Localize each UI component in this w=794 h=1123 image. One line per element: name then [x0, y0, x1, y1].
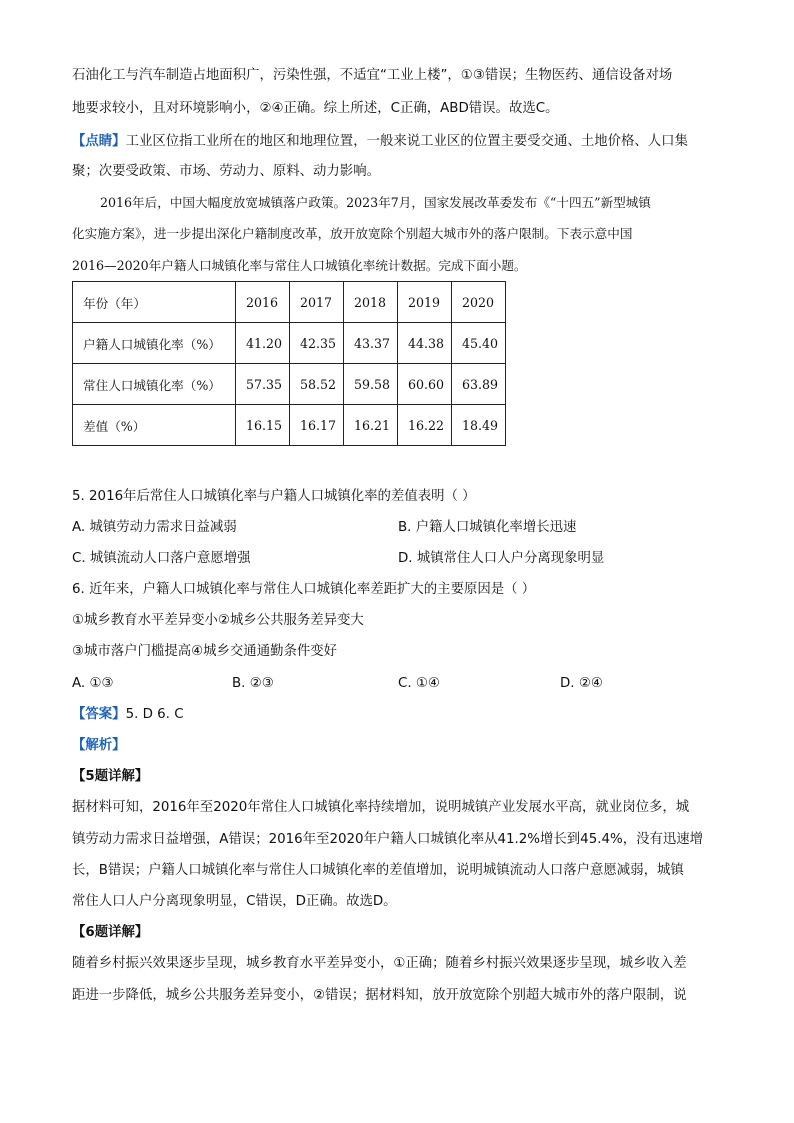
- question-6-statements: ③城市落户门槛提高④城乡交通通勤条件变好: [72, 644, 338, 659]
- text-line: 常住人口人户分离现象明显，C错误，D正确。故选D。: [72, 894, 397, 909]
- table-cell: 41.20: [236, 323, 290, 364]
- question-6-options-row: [72, 668, 724, 699]
- material-line: 2016年后，中国大幅度放宽城镇落户政策。2023年7月，国家发展改革委发布《“十四五”新型城镇: [100, 195, 651, 210]
- question-5-options-row: [72, 543, 724, 574]
- table-cell: 2018: [344, 282, 398, 323]
- option-b: B. ②③: [232, 676, 274, 691]
- material-line: 化实施方案》，进一步提出深化户籍制度改革，放开放宽除个别超大城市外的落户限制。下表示意中国: [72, 226, 633, 241]
- option-d: D. 城镇常住人口人户分离现象明显: [398, 551, 605, 566]
- detail-6-heading: 【6题详解】: [72, 925, 149, 940]
- table-cell: 58.52: [290, 364, 344, 405]
- table-cell: 44.38: [398, 323, 452, 364]
- table-cell: 16.22: [398, 405, 452, 446]
- table-row: [73, 323, 506, 364]
- question-5-options-row: [72, 512, 724, 543]
- table-cell: 年份（年）: [73, 282, 236, 323]
- option-a: A. ①③: [72, 676, 114, 691]
- dianjing-tag: 【点睛】: [72, 134, 126, 149]
- table-cell: 59.58: [344, 364, 398, 405]
- table-cell: 常住人口城镇化率（%）: [73, 364, 236, 405]
- answer-text: 5. D 6. C: [125, 707, 184, 722]
- text-line: 据材料可知，2016年至2020年常住人口城镇化率持续增加，说明城镇产业发展水平高，就业岗位多，城: [72, 800, 690, 815]
- option-c: C. 城镇流动人口落户意愿增强: [72, 551, 251, 566]
- text-line: 工业区位指工业所在的地区和地理位置，一般来说工业区的位置主要受交通、土地价格、人口集: [125, 134, 688, 149]
- answer-line: [72, 699, 724, 730]
- urbanization-table: [72, 281, 506, 446]
- text-line: 距进一步降低，城乡公共服务差异变小，②错误；据材料知，放开放宽除个别超大城市外的落户限制，说: [72, 988, 687, 1003]
- table-cell: 户籍人口城镇化率（%）: [73, 323, 236, 364]
- answer-tag: 【答案】: [72, 707, 126, 722]
- table-cell: 63.89: [452, 364, 506, 405]
- option-a: A. 城镇劳动力需求日益减弱: [72, 520, 237, 535]
- table-cell: 2020: [452, 282, 506, 323]
- table-cell: 57.35: [236, 364, 290, 405]
- table-cell: 45.40: [452, 323, 506, 364]
- table-row: [73, 364, 506, 405]
- table-cell: 2016: [236, 282, 290, 323]
- text-line: 石油化工与汽车制造占地面积广，污染性强，不适宜“工业上楼”，①③错误；生物医药、通信设备对场: [72, 68, 673, 83]
- analysis-heading: 【解析】: [72, 738, 126, 753]
- question-6-statements: ①城乡教育水平差异变小②城乡公共服务差异变大: [72, 613, 364, 628]
- table-row: [73, 405, 506, 446]
- question-6-stem: 6. 近年来，户籍人口城镇化率与常住人口城镇化率差距扩大的主要原因是（ ）: [72, 582, 536, 597]
- table-cell: 2017: [290, 282, 344, 323]
- text-line: 聚；次要受政策、市场、劳动力、原料、动力影响。: [72, 164, 380, 179]
- option-b: B. 户籍人口城镇化率增长迅速: [398, 520, 577, 535]
- question-5-stem: 5. 2016年后常住人口城镇化率与户籍人口城镇化率的差值表明（ ）: [72, 489, 476, 504]
- dianjing-paragraph: [72, 126, 724, 157]
- table-cell: 60.60: [398, 364, 452, 405]
- detail-5-heading: 【5题详解】: [72, 769, 149, 784]
- table-cell: 16.21: [344, 405, 398, 446]
- text-line: 地要求较小，且对环境影响小，②④正确。综上所述，C正确，ABD错误。故选C。: [72, 101, 559, 116]
- option-d: D. ②④: [560, 676, 603, 691]
- table-cell: 2019: [398, 282, 452, 323]
- material-line: 2016—2020年户籍人口城镇化率与常住人口城镇化率统计数据。完成下面小题。: [72, 258, 527, 273]
- text-line: 长，B错误；户籍人口城镇化率与常住人口城镇化率的差值增加，说明城镇流动人口落户意愿减弱，城镇: [72, 863, 684, 878]
- option-c: C. ①④: [398, 676, 440, 691]
- text-line: 镇劳动力需求日益增强，A错误；2016年至2020年户籍人口城镇化率从41.2%增长到45.4%，没有迅速增: [72, 832, 704, 847]
- table-cell: 42.35: [290, 323, 344, 364]
- table-cell: 16.17: [290, 405, 344, 446]
- table-cell: 差值（%）: [73, 405, 236, 446]
- table-header-row: [73, 282, 506, 323]
- table-cell: 43.37: [344, 323, 398, 364]
- table-cell: 18.49: [452, 405, 506, 446]
- table-cell: 16.15: [236, 405, 290, 446]
- text-line: 随着乡村振兴效果逐步呈现，城乡教育水平差异变小，①正确；随着乡村振兴效果逐步呈现，城乡收入差: [72, 956, 687, 971]
